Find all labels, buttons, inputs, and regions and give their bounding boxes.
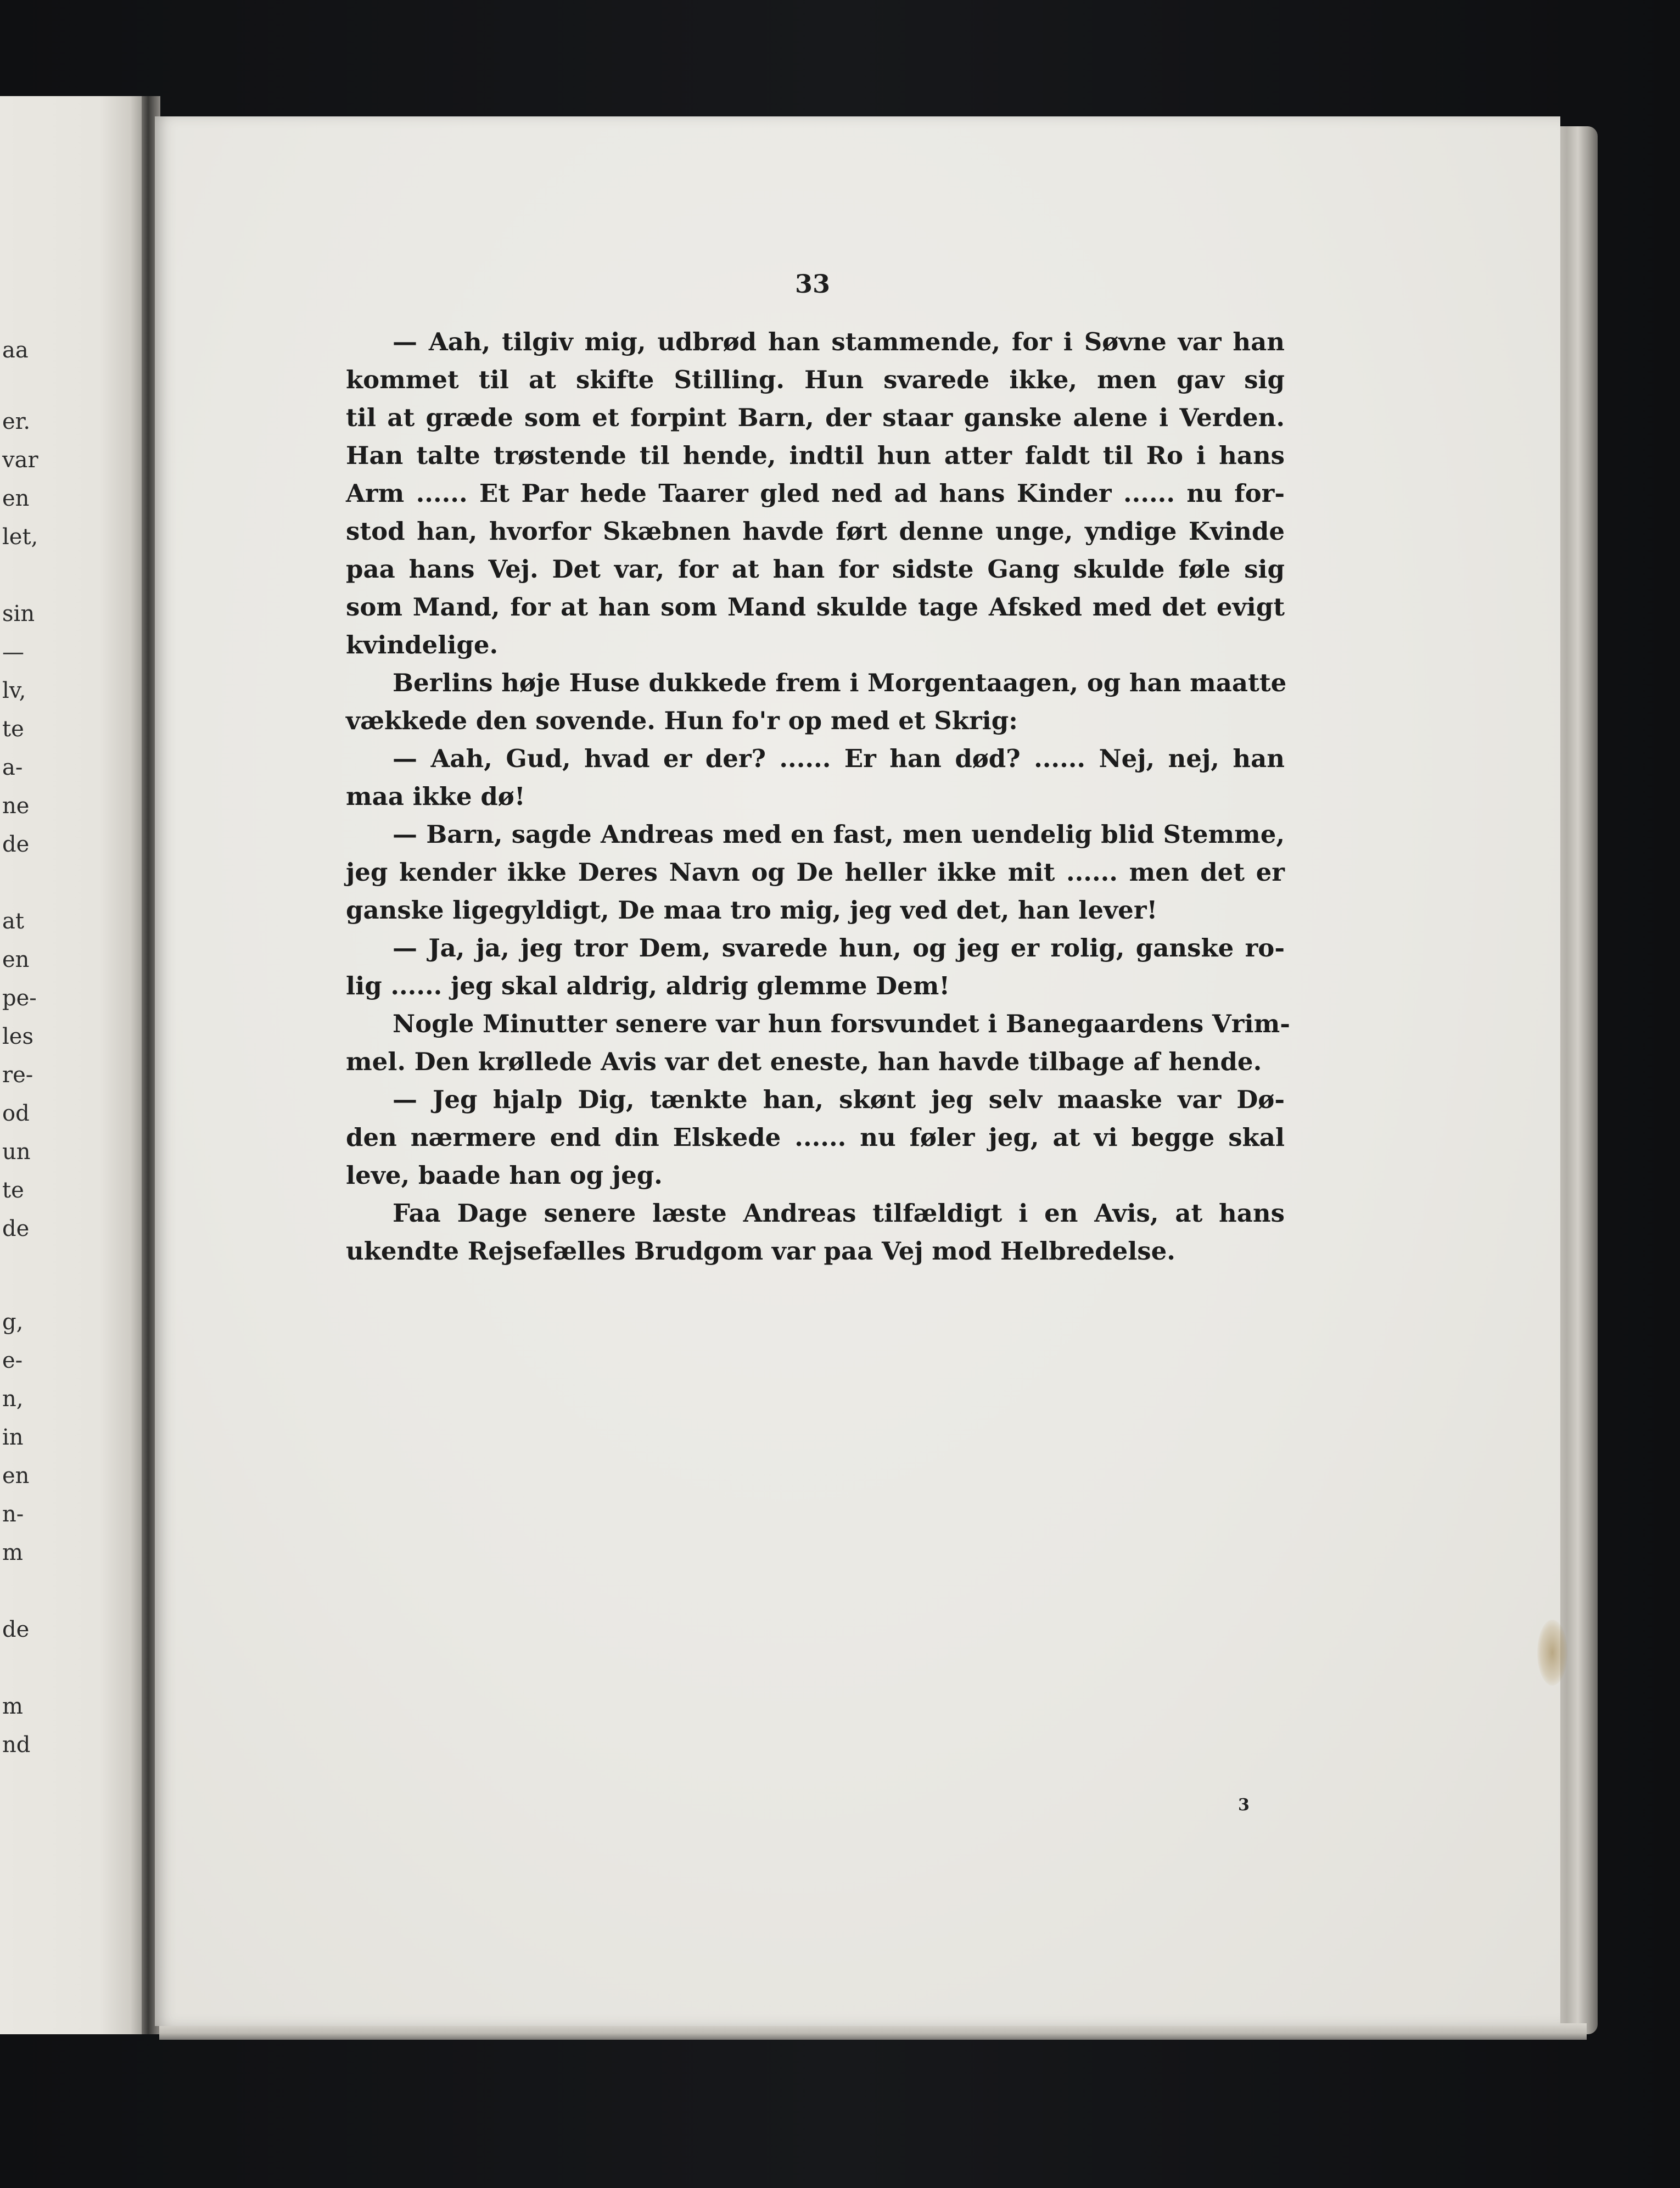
text-line: ukendte Rejsefælles Brudgom var paa Vej mod Helbredelse. <box>346 1236 1175 1266</box>
previous-page <box>0 96 142 2034</box>
left-fragment: er. <box>2 409 31 434</box>
left-fragment: e- <box>2 1348 23 1373</box>
left-fragment: g, <box>2 1310 24 1335</box>
left-fragment: let, <box>2 524 38 550</box>
left-fragment: sin <box>2 601 35 626</box>
left-fragment: re- <box>2 1062 33 1088</box>
text-line: stod han, hvorfor Skæbnen havde ført denne unge, yndige Kvinde <box>346 517 1285 546</box>
text-line: leve, baade han og jeg. <box>346 1161 663 1190</box>
text-line: — Barn, sagde Andreas med en fast, men uendelig blid Stemme, <box>393 820 1285 849</box>
left-fragment: var <box>2 447 38 473</box>
left-fragment: in <box>2 1425 24 1450</box>
text-line: kommet til at skifte Stilling. Hun svarede ikke, men gav sig <box>346 365 1285 394</box>
left-fragment: aa <box>2 338 29 363</box>
left-fragment: lv, <box>2 678 26 703</box>
page-stack-edge <box>1554 126 1598 2034</box>
text-line: — Aah, Gud, hvad er der? ...... Er han død? ...... Nej, nej, han <box>393 744 1285 773</box>
left-fragment: m <box>2 1540 23 1565</box>
left-fragment: te <box>2 1178 24 1203</box>
text-line: maa ikke dø! <box>346 782 525 811</box>
left-fragment: — <box>2 640 24 665</box>
text-line: Berlins høje Huse dukkede frem i Morgentaagen, og han maatte <box>393 668 1287 697</box>
left-fragment: de <box>2 832 30 857</box>
left-fragment: un <box>2 1139 31 1165</box>
left-fragment: de <box>2 1617 30 1642</box>
text-line: — Ja, ja, jeg tror Dem, svarede hun, og jeg er rolig, ganske ro- <box>393 933 1285 963</box>
left-fragment: te <box>2 717 24 742</box>
text-line: ganske ligegyldigt, De maa tro mig, jeg ved det, han lever! <box>346 896 1158 925</box>
printer-signature-mark: 3 <box>1238 1795 1250 1815</box>
left-fragment: pe- <box>2 986 37 1011</box>
left-fragment: en <box>2 486 30 511</box>
text-line: lig ...... jeg skal aldrig, aldrig glemme Dem! <box>346 971 950 1000</box>
text-line: som Mand, for at han som Mand skulde tage Afsked med det evigt <box>346 592 1285 622</box>
left-fragment: les <box>2 1024 33 1049</box>
text-line: — Jeg hjalp Dig, tænkte han, skønt jeg selv maaske var Dø- <box>393 1085 1285 1114</box>
left-fragment: en <box>2 947 30 972</box>
text-line: vækkede den sovende. Hun fo'r op med et Skrig: <box>346 706 1018 735</box>
text-line: den nærmere end din Elskede ...... nu føler jeg, at vi begge skal <box>346 1123 1285 1152</box>
text-line: Arm ...... Et Par hede Taarer gled ned ad hans Kinder ...... nu for- <box>346 479 1285 508</box>
left-fragment: a- <box>2 755 23 780</box>
left-fragment: en <box>2 1463 30 1488</box>
left-fragment: at <box>2 909 24 934</box>
left-fragment: n, <box>2 1386 24 1412</box>
paper-stain <box>1537 1620 1567 1686</box>
text-line: Faa Dage senere læste Andreas tilfældigt i en Avis, at hans <box>393 1199 1285 1228</box>
left-fragment: ne <box>2 793 30 819</box>
text-line: mel. Den krøllede Avis var det eneste, han havde tilbage af hende. <box>346 1047 1262 1076</box>
text-line: Nogle Minutter senere var hun forsvundet i Banegaardens Vrim- <box>393 1009 1290 1038</box>
left-fragment: od <box>2 1101 30 1126</box>
text-line: paa hans Vej. Det var, for at han for sidste Gang skulde føle sig <box>346 555 1285 584</box>
text-line: kvindelige. <box>346 630 499 659</box>
text-line: til at græde som et forpint Barn, der staar ganske alene i Verden. <box>346 403 1285 432</box>
text-line: jeg kender ikke Deres Navn og De heller ikke mit ...... men det er <box>346 858 1285 887</box>
left-fragment: m <box>2 1694 23 1719</box>
page-body-text <box>346 323 1290 1270</box>
left-fragment: de <box>2 1216 30 1241</box>
page-number: 33 <box>794 269 830 299</box>
text-line: — Aah, tilgiv mig, udbrød han stammende, for i Søvne var han <box>393 327 1285 356</box>
text-line: Han talte trøstende til hende, indtil hun atter faldt til Ro i hans <box>346 441 1285 470</box>
left-fragment: n- <box>2 1502 24 1527</box>
left-fragment: nd <box>2 1732 31 1758</box>
